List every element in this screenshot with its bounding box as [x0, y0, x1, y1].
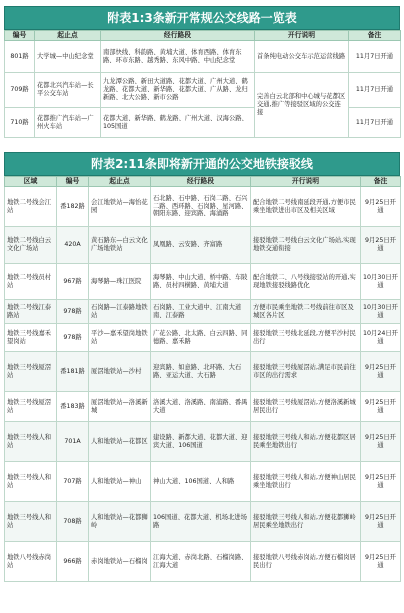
row-endpoints: 人和地铁站—花都狮岭 — [89, 502, 151, 542]
row-route: 石北路、石中路、石岗二路、石兴二路、西环路、石岗路、星河路、朝阳东路、迎宾路、海涌路 — [151, 187, 251, 227]
row-area: 地铁二号线会江站 — [5, 187, 57, 227]
table2-header-route: 经行路段 — [151, 177, 251, 187]
table-row — [5, 352, 401, 392]
row-note: 接驳地铁三号线人和站,方便花都区居民乘坐地铁出行 — [251, 422, 361, 462]
row-id: 707路 — [57, 462, 89, 502]
row-note: 接驳地铁三号线人和站,方便神山居民乘坐地铁出行 — [251, 462, 361, 502]
metro-feeder-lines-table — [4, 176, 401, 582]
line-note: 首条纯电动公交车示范运营线路 — [255, 41, 349, 73]
row-route: 石岗路、工业大道中、江南大道南、江泰路 — [151, 300, 251, 324]
line-remark: 11月7日开通 — [349, 73, 401, 108]
row-remark: 9月25日开通 — [361, 542, 401, 582]
line-remark: 11月7日开通 — [349, 41, 401, 73]
row-route: 106国道、花都大道、机场北进场路 — [151, 502, 251, 542]
table-row — [5, 227, 401, 264]
row-note: 接驳地铁三号线北延段,方便平沙村民出行 — [251, 324, 361, 352]
line-id: 709路 — [5, 73, 35, 108]
row-area: 地铁三号线人和站 — [5, 502, 57, 542]
table-row — [5, 264, 401, 300]
row-id: 967路 — [57, 264, 89, 300]
row-area: 地铁三号线厦滘站 — [5, 392, 57, 422]
row-id: 966路 — [57, 542, 89, 582]
row-route: 神山大道、106国道、人和路 — [151, 462, 251, 502]
table2-title: 附表2:11条即将新开通的公交地铁接驳线 — [4, 152, 400, 176]
table2-header-area: 区域 — [5, 177, 57, 187]
table-row — [5, 41, 401, 73]
row-area: 地铁二号线员村站 — [5, 264, 57, 300]
table2-header-remark: 备注 — [361, 177, 401, 187]
row-remark: 10月30日开通 — [361, 300, 401, 324]
table-row — [5, 542, 401, 582]
table-row — [5, 300, 401, 324]
row-id: 番181路 — [57, 352, 89, 392]
line-id: 801路 — [5, 41, 35, 73]
row-id: 701A — [57, 422, 89, 462]
row-remark: 9月25日开通 — [361, 187, 401, 227]
table-row — [5, 462, 401, 502]
row-remark: 10月24日开通 — [361, 324, 401, 352]
line-remark: 11月7日开通 — [349, 108, 401, 138]
row-route: 广花公路、北太路、白云四路、同德路、嘉禾路 — [151, 324, 251, 352]
line-route: 南部快线、科韵路、黄埔大道、体育西路、体育东路、环市东路、越秀路、东风中路、中山纪念堂 — [101, 41, 255, 73]
table2-header-endpoints: 起止点 — [89, 177, 151, 187]
row-endpoints: 人和地铁站—花都区 — [89, 422, 151, 462]
row-id: 番182路 — [57, 187, 89, 227]
row-area: 地铁三号线嘉禾望岗站 — [5, 324, 57, 352]
row-endpoints: 人和地铁站—神山 — [89, 462, 151, 502]
row-route: 迎宾路、如意路、北环路、大石路、亚运大道、大石路 — [151, 352, 251, 392]
row-endpoints: 厦滘地铁站—洛溪新城 — [89, 392, 151, 422]
row-note: 接驳地铁三号线人和站,方便花都狮岭居民乘坐地铁出行 — [251, 502, 361, 542]
row-endpoints: 平沙—嘉禾望岗地铁站 — [89, 324, 151, 352]
row-endpoints: 海琴路—珠江医院 — [89, 264, 151, 300]
row-endpoints: 会江地铁站—海怡花园 — [89, 187, 151, 227]
row-remark: 10月30日开通 — [361, 264, 401, 300]
row-endpoints: 黄石路东—白云文化广场地铁站 — [89, 227, 151, 264]
row-note: 接驳地铁三号线厦滘站,满足市民前往市区的出行需求 — [251, 352, 361, 392]
row-id: 978路 — [57, 300, 89, 324]
row-route: 洛溪大道、洛溪路、南浦路、番禺大道 — [151, 392, 251, 422]
table1-title: 附表1:3条新开常规公交线路一览表 — [4, 6, 400, 30]
table1-header-id: 编号 — [5, 31, 35, 41]
row-remark: 9月25日开通 — [361, 462, 401, 502]
row-id: 708路 — [57, 502, 89, 542]
row-note: 配合地铁二号线南延段开通,方便市民乘坐地铁进出市区及相关区域 — [251, 187, 361, 227]
line-route: 九龙潭公路、新田大道路、花都大道、广州大道、鹤龙路、花都大道、新华路、花都大道、广从路、龙归新路、北大公路、新市公路 — [101, 73, 255, 108]
row-note: 配合地铁二、八号线接驳站的开通,实现地铁接驳线路优化 — [251, 264, 361, 300]
row-id: 978路 — [57, 324, 89, 352]
row-endpoints: 厦滘地铁站—沙村 — [89, 352, 151, 392]
row-remark: 9月25日开通 — [361, 352, 401, 392]
line-note: 完善白云北部和中心城与花都区交通,推广等接驳区域的公交连接 — [255, 73, 349, 138]
row-route: 建设路、新都大道、花都大道、迎宾大道、106国道 — [151, 422, 251, 462]
table1-header-route: 经行路段 — [101, 31, 255, 41]
row-id: 420A — [57, 227, 89, 264]
table-row — [5, 73, 401, 108]
row-route: 凤凰路、云安路、齐富路 — [151, 227, 251, 264]
table-row — [5, 502, 401, 542]
row-route: 海琴路、中山大道、桥中路、车陂路、员村四横路、黄埔大道 — [151, 264, 251, 300]
line-endpoints: 花都北兴汽车站—长平公交车站 — [35, 73, 101, 108]
table1-header-row — [5, 31, 401, 41]
row-remark: 9月25日开通 — [361, 502, 401, 542]
row-remark: 9月25日开通 — [361, 227, 401, 264]
row-remark: 9月25日开通 — [361, 422, 401, 462]
row-note: 接驳地铁八号线赤岗站,方便石榴岗居民出行 — [251, 542, 361, 582]
table1-header-remark: 备注 — [349, 31, 401, 41]
row-area: 地铁二号线白云文化广场站 — [5, 227, 57, 264]
line-id: 710路 — [5, 108, 35, 138]
row-note: 方便市民乘坐地铁二号线前往市区及城区各片区 — [251, 300, 361, 324]
new-bus-lines-table — [4, 30, 401, 138]
table1-header-note: 开行说明 — [255, 31, 349, 41]
row-area: 地铁八号线赤岗站 — [5, 542, 57, 582]
table-row — [5, 187, 401, 227]
row-endpoints: 石岗路—江泰路地铁站 — [89, 300, 151, 324]
table-row — [5, 324, 401, 352]
row-area: 地铁三号线厦滘站 — [5, 352, 57, 392]
table2-header-row — [5, 177, 401, 187]
table-row — [5, 392, 401, 422]
row-route: 江海大道、赤岗北路、石榴岗路、江海大道 — [151, 542, 251, 582]
row-note: 接驳地铁二号线白云文化广场站,实现地铁交通衔接 — [251, 227, 361, 264]
row-id: 番183路 — [57, 392, 89, 422]
row-area: 地铁二号线江泰路站 — [5, 300, 57, 324]
table1-header-endpoints: 起止点 — [35, 31, 101, 41]
table2-header-id: 编号 — [57, 177, 89, 187]
line-route: 花都大道、新华路、鹤龙路、广州大道、汉海公路、105国道 — [101, 108, 255, 138]
line-endpoints: 花都推广汽车站—广州火车站 — [35, 108, 101, 138]
row-area: 地铁三号线人和站 — [5, 462, 57, 502]
row-endpoints: 赤岗地铁站—石榴岗 — [89, 542, 151, 582]
row-remark: 9月25日开通 — [361, 392, 401, 422]
table-row — [5, 422, 401, 462]
table2-header-note: 开行说明 — [251, 177, 361, 187]
line-endpoints: 大学城—中山纪念堂 — [35, 41, 101, 73]
row-area: 地铁三号线人和站 — [5, 422, 57, 462]
row-note: 接驳地铁三号线厦滘站,方便洛溪新城居民出行 — [251, 392, 361, 422]
